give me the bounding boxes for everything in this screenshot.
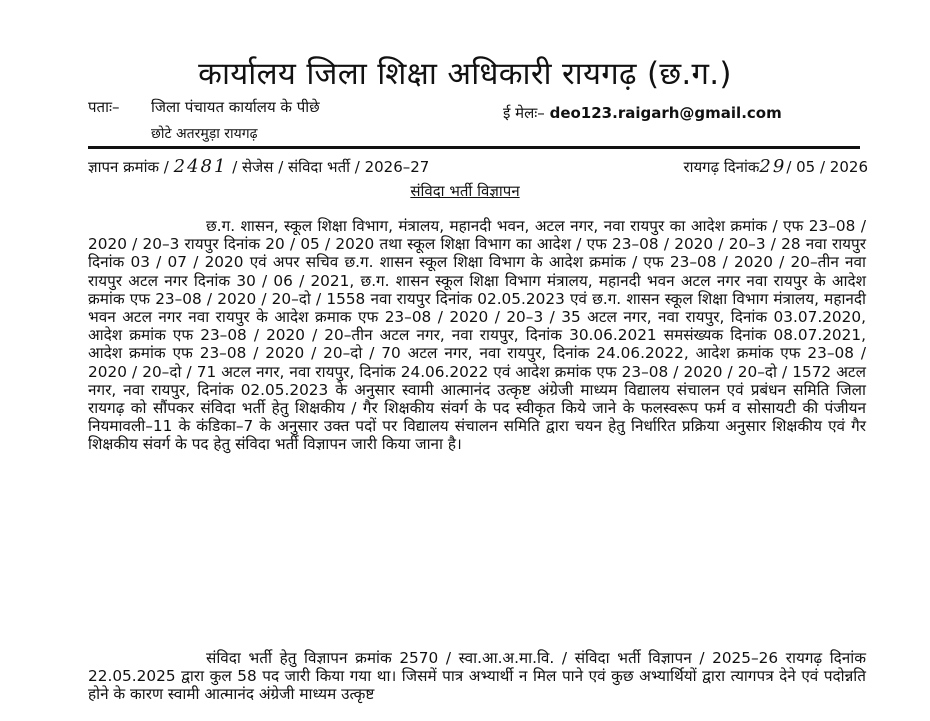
subject-heading: संविदा भर्ती विज्ञापन xyxy=(410,182,520,200)
memo-reference xyxy=(88,156,429,177)
office-title: कार्यालय जिला शिक्षा अधिकारी रायगढ़ (छ.ग.) xyxy=(198,56,732,92)
email-label: ई मेलः– xyxy=(503,104,545,122)
memo-label: ज्ञापन क्रमांक / xyxy=(88,158,169,176)
address-label: पताः– xyxy=(88,98,120,116)
date-day-handwritten: 29 xyxy=(759,156,787,177)
date-rest: / 05 / 2026 xyxy=(786,158,868,176)
address-line-2: छोटे अतरमुड़ा रायगढ़ xyxy=(151,126,258,142)
memo-suffix: / सेजेस / संविदा भर्ती / 2026–27 xyxy=(232,158,430,176)
memo-date xyxy=(683,156,868,177)
date-label: रायगढ़ दिनांक xyxy=(683,158,760,176)
header-divider xyxy=(88,146,860,149)
email-block xyxy=(503,103,782,123)
email-address: deo123.raigarh@gmail.com xyxy=(549,104,782,122)
address-line-1: जिला पंचायत कार्यालय के पीछे xyxy=(151,98,320,116)
memo-number-handwritten: 2481 xyxy=(173,156,228,177)
body-paragraph-2: संविदा भर्ती हेतु विज्ञापन क्रमांक 2570 / स्वा.आ.अ.मा.वि. / संविदा भर्ती विज्ञापन / 2025–26 रायगढ़ दिनांक 22.05.2025 द्वारा कुल 58 पद जारी किया गया था। जिसमें पात्र अभ्यार्थी न मिल पाने एवं कुछ अभ्यार्थियों द्वारा त्यागपत्र देने एवं पदोन्नति होने के कारण स्वामी आत्मानंद अंग्रेजी माध्यम उत्कृष्ट xyxy=(88,649,866,704)
body-paragraph-1: छ.ग. शासन, स्कूल शिक्षा विभाग, मंत्रालय, महानदी भवन, अटल नगर, नवा रायपुर का आदेश क्रमांक / एफ 23–08 / 2020 / 20–3 रायपुर दिनांक 20 / 05 / 2020 तथा स्कूल शिक्षा विभाग का आदेश / एफ 23–08 / 2020 / 20–3 / 28 नवा रायपुर दिनांक 03 / 07 / 2020 एवं अपर सचिव छ.ग. शासन स्कूल शिक्षा विभाग के आदेश क्रमांक / एफ 23–08 / 2020 / 20–तीन नवा रायपुर अटल नगर दिनांक 30 / 06 / 2021, छ.ग. शासन स्कूल शिक्षा विभाग मंत्रालय, महानदी भवन अटल नगर नवा रायपुर के आदेश क्रमांक एफ 23–08 / 2020 / 20–दो / 1558 नवा रायपुर दिनांक 02.05.2023 एवं छ.ग. शासन स्कूल शिक्षा विभाग मंत्रालय, महानदी भवन अटल नगर नवा रायपुर के आदेश क्रमाक एफ 23–08 / 2020 / 20–3 / 35 अटल नगर, नवा रायपुर, दिनांक 03.07.2020, आदेश क्रमांक एफ 23–08 / 2020 / 20–तीन अटल नगर, नवा रायपुर, दिनांक 30.06.2021 समसंख्यक दिनांक 08.07.2021, आदेश क्रमांक एफ 23–08 / 2020 / 20–दो / 70 अटल नगर, नवा रायपुर, दिनांक 24.06.2022, आदेश क्रमांक एफ 23–08 / 2020 / 20–दो / 71 अटल नगर, नवा रायपुर, दिनांक 24.06.2022 एवं आदेश क्रमांक एफ 23–08 / 2020 / 20–दो / 1572 अटल नगर, नवा रायपुर, दिनांक 02.05.2023 के अनुसार स्वामी आत्मानंद उत्कृष्ट अंग्रेजी माध्यम विद्यालय संचालन एवं प्रबंधन समिति जिला रायगढ़ को सौंपकर संविदा भर्ती हेतु शिक्षकीय / गैर शिक्षकीय संवर्ग के पद स्वीकृत किये जाने के फलस्वरूप फर्म व सोसायटी की पंजीयन नियमावली–11 के कंडिका–7 के अनुसार उक्त पदों पर विद्यालय संचालन समिति द्वारा चयन हेतु निर्धारित प्रक्रिया अनुसार शिक्षकीय एवं गैर शिक्षकीय संवर्ग के पद हेतु संविदा भर्ती विज्ञापन जारी किया जाना है। xyxy=(88,217,866,454)
